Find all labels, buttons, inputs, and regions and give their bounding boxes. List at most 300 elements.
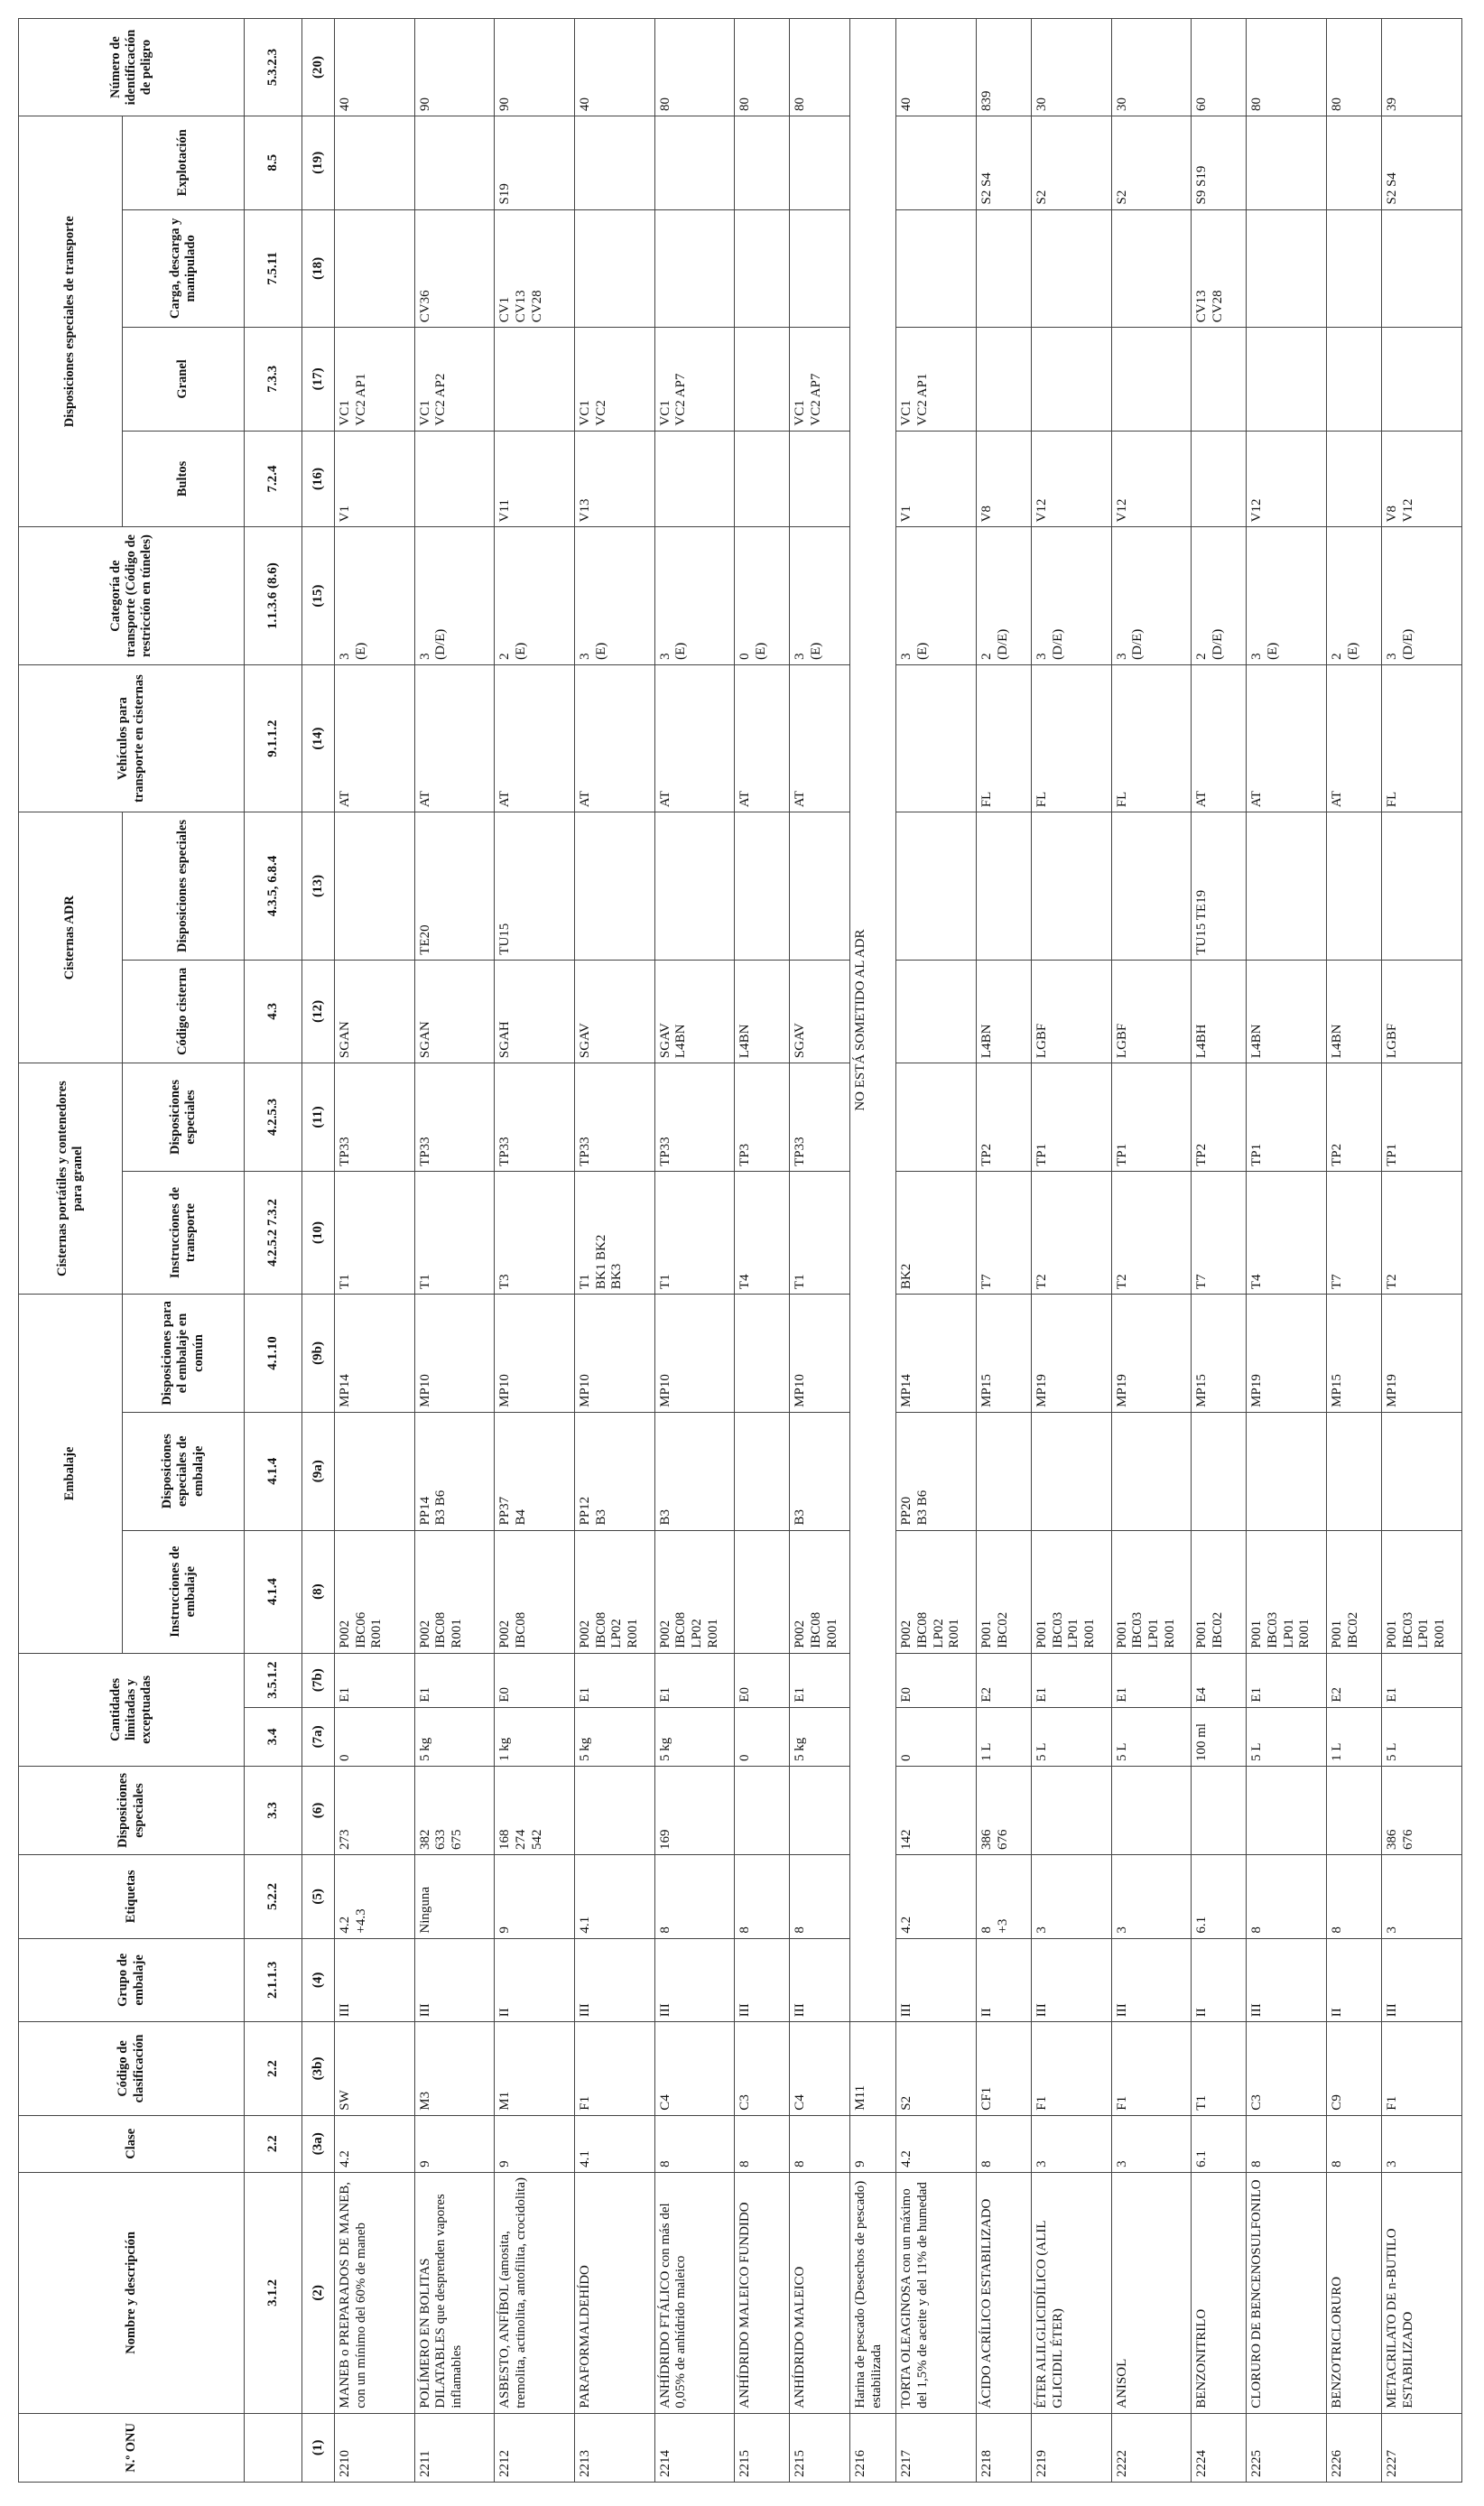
table-row — [575, 19, 655, 2483]
reference-cell: 4.1.4 — [245, 1412, 302, 1530]
header-class: Clase — [19, 2115, 245, 2172]
table-cell: 6.1 — [1192, 1855, 1247, 1939]
table-cell: 2215 — [790, 2413, 850, 2482]
table-cell: E4 — [1192, 1653, 1247, 1707]
table-cell — [1327, 431, 1382, 527]
table-cell: ANHÍDRIDO FTÁLICO con más del 0,05% de anhídrido maleico — [654, 2172, 735, 2413]
table-cell: 90 — [495, 19, 575, 116]
table-row — [1327, 19, 1382, 2483]
table-cell: TP2 — [1327, 1063, 1382, 1172]
table-cell: METACRILATO DE n-BUTILO ESTABILIZADO — [1382, 2172, 1462, 2413]
table-cell: C9 — [1327, 2022, 1382, 2115]
table-cell — [1111, 328, 1192, 431]
reference-cell: 4.2.5.3 — [245, 1063, 302, 1172]
table-cell: MP14 — [334, 1295, 414, 1413]
table-cell: TP1 — [1247, 1063, 1327, 1172]
table-cell: 4.1 — [575, 1855, 655, 1939]
table-cell: 3 — [1382, 2115, 1462, 2172]
table-cell: 3 — [1031, 2115, 1111, 2172]
table-cell: AT — [334, 664, 414, 812]
table-cell: SGAV L4BN — [654, 960, 735, 1063]
table-cell — [575, 209, 655, 328]
table-cell: 3 (E) — [654, 527, 735, 665]
table-cell: 8 — [735, 2115, 790, 2172]
table-row — [850, 19, 896, 2483]
table-cell: 40 — [896, 19, 977, 116]
table-cell: III — [334, 1938, 414, 2022]
table-cell — [976, 209, 1031, 328]
column-number-cell: (17) — [302, 328, 334, 431]
table-cell: E1 — [1382, 1653, 1462, 1707]
table-cell: E1 — [790, 1653, 850, 1707]
table-cell: III — [896, 1938, 977, 2022]
table-row — [1111, 19, 1192, 2483]
table-cell: C4 — [654, 2022, 735, 2115]
header-special-transport: Disposiciones especiales de transporte — [19, 116, 123, 527]
table-cell: V12 — [1031, 431, 1111, 527]
table-cell: T1 — [1192, 2022, 1247, 2115]
table-cell — [1247, 328, 1327, 431]
table-cell: T7 — [976, 1171, 1031, 1294]
table-cell — [1031, 328, 1111, 431]
table-cell: VC1 VC2 AP1 — [896, 328, 977, 431]
table-cell: BENZOTRICLORURO — [1327, 2172, 1382, 2413]
table-cell: 80 — [654, 19, 735, 116]
table-cell: 2 (D/E) — [976, 527, 1031, 665]
table-cell: 3 — [1111, 2115, 1192, 2172]
table-cell: CF1 — [976, 2022, 1031, 2115]
reference-cell: 3.4 — [245, 1707, 302, 1766]
table-cell: E0 — [735, 1653, 790, 1707]
table-cell: III — [1031, 1938, 1111, 2022]
table-cell: F1 — [1382, 2022, 1462, 2115]
table-cell: 5 kg — [575, 1707, 655, 1766]
table-cell: P002 IBC08 LP02 R001 — [575, 1530, 655, 1653]
table-cell — [575, 812, 655, 960]
table-cell: S2 S4 — [1382, 116, 1462, 209]
table-cell: 2 (E) — [1327, 527, 1382, 665]
table-cell: PP14 B3 B6 — [414, 1412, 495, 1530]
table-cell: II — [976, 1938, 1031, 2022]
table-cell: 3 — [1111, 1855, 1192, 1939]
table-cell: 30 — [1111, 19, 1192, 116]
reference-row — [245, 19, 302, 2483]
header-name: Nombre y descripción — [19, 2172, 245, 2413]
table-cell: E1 — [1031, 1653, 1111, 1707]
table-cell: 100 ml — [1192, 1707, 1247, 1766]
table-cell: 5 kg — [790, 1707, 850, 1766]
table-cell — [976, 812, 1031, 960]
table-cell: AT — [495, 664, 575, 812]
table-cell — [976, 1412, 1031, 1530]
table-cell: V1 — [896, 431, 977, 527]
header-transport-category: Categoría de transporte (Código de restricción en túneles) — [19, 527, 245, 665]
table-cell: C4 — [790, 2022, 850, 2115]
table-cell: FL — [976, 664, 1031, 812]
table-cell: 3 (E) — [575, 527, 655, 665]
table-cell: CV13 CV28 — [1192, 209, 1247, 328]
table-cell: ÁCIDO ACRÍLICO ESTABILIZADO — [976, 2172, 1031, 2413]
table-cell: T4 — [735, 1171, 790, 1294]
table-cell — [790, 209, 850, 328]
table-cell — [1111, 209, 1192, 328]
table-cell: 3 (D/E) — [1382, 527, 1462, 665]
table-cell: S19 — [495, 116, 575, 209]
table-cell — [976, 328, 1031, 431]
table-cell: 9 — [495, 1855, 575, 1939]
table-cell: C3 — [1247, 2022, 1327, 2115]
header-packaging: Embalaje — [19, 1295, 123, 1654]
table-cell — [735, 1530, 790, 1653]
table-cell — [334, 209, 414, 328]
table-cell: BENZONITRILO — [1192, 2172, 1247, 2413]
table-cell — [735, 431, 790, 527]
table-cell — [414, 116, 495, 209]
table-cell: VC1 VC2 AP2 — [414, 328, 495, 431]
table-cell: FL — [1111, 664, 1192, 812]
table-cell: C3 — [735, 2022, 790, 2115]
header-un: N.º ONU — [19, 2413, 245, 2482]
table-cell: TP33 — [575, 1063, 655, 1172]
table-cell: TE20 — [414, 812, 495, 960]
table-cell: 2219 — [1031, 2413, 1111, 2482]
table-cell: P002 IBC08 LP02 R001 — [654, 1530, 735, 1653]
table-cell — [1031, 1766, 1111, 1854]
header-limited-quantities: Cantidades limitadas y exceptuadas — [19, 1653, 245, 1766]
table-row — [334, 19, 414, 2483]
table-cell: S2 — [1031, 116, 1111, 209]
table-cell — [735, 209, 790, 328]
table-row — [896, 19, 977, 2483]
column-number-cell: (9b) — [302, 1295, 334, 1413]
table-cell: M1 — [495, 2022, 575, 2115]
table-row — [1031, 19, 1111, 2483]
table-cell — [654, 116, 735, 209]
column-number-cell: (8) — [302, 1530, 334, 1653]
table-cell: T1 — [414, 1171, 495, 1294]
table-cell: III — [1111, 1938, 1192, 2022]
header-hazard-id: Número de identificación de peligro — [19, 19, 245, 116]
table-cell — [1382, 812, 1462, 960]
table-cell — [1327, 116, 1382, 209]
table-cell: ASBESTO, ANFÍBOL (amosita, tremolita, actinolita, antofilita, crocidolita) — [495, 2172, 575, 2413]
table-cell: 3 — [1031, 1855, 1111, 1939]
table-cell: PARAFORMALDEHÍDO — [575, 2172, 655, 2413]
header-classification-code: Código de clasificación — [19, 2022, 245, 2115]
table-cell: S2 — [896, 2022, 977, 2115]
table-cell: 30 — [1031, 19, 1111, 116]
table-cell: TP3 — [735, 1063, 790, 1172]
table-cell: 2222 — [1111, 2413, 1192, 2482]
table-cell: 5 L — [1382, 1707, 1462, 1766]
table-cell: ANISOL — [1111, 2172, 1192, 2413]
table-cell — [1327, 812, 1382, 960]
table-cell: E1 — [654, 1653, 735, 1707]
table-cell: VC1 VC2 AP7 — [790, 328, 850, 431]
reference-cell: 2.1.1.3 — [245, 1938, 302, 2022]
table-cell: 8 — [790, 1855, 850, 1939]
header-operation: Explotación — [123, 116, 245, 209]
table-cell: III — [1247, 1938, 1327, 2022]
table-cell: 142 — [896, 1766, 977, 1854]
table-cell: T1 — [334, 1171, 414, 1294]
table-cell: MP19 — [1382, 1295, 1462, 1413]
table-cell: P001 IBC02 — [1192, 1530, 1247, 1653]
reference-cell: 4.1.4 — [245, 1530, 302, 1653]
table-cell — [1247, 1412, 1327, 1530]
table-cell — [1111, 1766, 1192, 1854]
table-cell: 0 — [896, 1707, 977, 1766]
table-cell: E0 — [896, 1653, 977, 1707]
reference-cell: 2.2 — [245, 2115, 302, 2172]
column-number-cell: (18) — [302, 209, 334, 328]
rotated-page — [18, 18, 1462, 2483]
table-cell: 4.2 — [334, 2115, 414, 2172]
header-mixed-packing: Disposiciones para el embalaje en común — [123, 1295, 245, 1413]
table-cell: II — [495, 1938, 575, 2022]
table-cell: Harina de pescado (Desechos de pescado) estabilizada — [850, 2172, 896, 2413]
table-cell: MP10 — [790, 1295, 850, 1413]
table-row — [735, 19, 790, 2483]
table-cell — [896, 1063, 977, 1172]
column-number-cell: (12) — [302, 960, 334, 1063]
table-cell: 8 +3 — [976, 1855, 1031, 1939]
table-cell: P001 IBC02 — [1327, 1530, 1382, 1653]
table-cell: MP15 — [976, 1295, 1031, 1413]
header-packing-group: Grupo de embalaje — [19, 1938, 245, 2022]
table-cell: 3 (D/E) — [414, 527, 495, 665]
table-cell: TP2 — [1192, 1063, 1247, 1172]
table-cell — [1327, 328, 1382, 431]
reference-cell: 3.5.1.2 — [245, 1653, 302, 1707]
table-cell: F1 — [575, 2022, 655, 2115]
header-packing-instructions: Instrucciones de embalaje — [123, 1530, 245, 1653]
table-cell: 1 L — [1327, 1707, 1382, 1766]
table-cell: P001 IBC03 LP01 R001 — [1111, 1530, 1192, 1653]
table-cell: 2227 — [1382, 2413, 1462, 2482]
table-cell: AT — [790, 664, 850, 812]
table-cell: II — [1327, 1938, 1382, 2022]
table-cell — [1111, 1412, 1192, 1530]
table-cell: 39 — [1382, 19, 1462, 116]
table-cell: LGBF — [1382, 960, 1462, 1063]
table-cell: MP19 — [1031, 1295, 1111, 1413]
table-cell: 80 — [1247, 19, 1327, 116]
table-cell — [1327, 209, 1382, 328]
table-cell: TP33 — [334, 1063, 414, 1172]
table-cell: 2213 — [575, 2413, 655, 2482]
reference-cell: 3.1.2 — [245, 2172, 302, 2413]
table-cell — [1031, 209, 1111, 328]
table-cell: 3 — [1382, 1855, 1462, 1939]
column-number-row — [302, 19, 334, 2483]
reference-cell: 7.5.11 — [245, 209, 302, 328]
table-cell: 4.2 — [896, 1855, 977, 1939]
table-cell: T1 — [654, 1171, 735, 1294]
table-cell: 8 — [654, 1855, 735, 1939]
table-cell: 3 (E) — [896, 527, 977, 665]
table-cell: T1 BK1 BK2 BK3 — [575, 1171, 655, 1294]
table-cell: V13 — [575, 431, 655, 527]
table-cell: 4.2 +4.3 — [334, 1855, 414, 1939]
table-cell: L4BN — [735, 960, 790, 1063]
table-cell: M3 — [414, 2022, 495, 2115]
table-cell: S2 S4 — [976, 116, 1031, 209]
table-cell — [575, 1766, 655, 1854]
table-cell: T2 — [1031, 1171, 1111, 1294]
table-cell: P001 IBC02 — [976, 1530, 1031, 1653]
table-cell: 80 — [790, 19, 850, 116]
table-cell: 8 — [1327, 2115, 1382, 2172]
header-packages: Bultos — [123, 431, 245, 527]
table-cell — [1247, 209, 1327, 328]
table-cell: 386 676 — [976, 1766, 1031, 1854]
table-cell: 8 — [735, 1855, 790, 1939]
table-cell: 1 kg — [495, 1707, 575, 1766]
table-cell: 9 — [850, 2115, 896, 2172]
table-cell: TU15 TE19 — [1192, 812, 1247, 960]
header-portable-special: Disposiciones especiales — [123, 1063, 245, 1172]
table-cell: T2 — [1111, 1171, 1192, 1294]
table-cell: III — [414, 1938, 495, 2022]
table-cell — [1192, 1412, 1247, 1530]
table-cell — [896, 960, 977, 1063]
table-cell: F1 — [1111, 2022, 1192, 2115]
table-cell: MP15 — [1327, 1295, 1382, 1413]
header-transport-instructions: Instrucciones de transporte — [123, 1171, 245, 1294]
table-cell: 2225 — [1247, 2413, 1327, 2482]
table-cell: ANHÍDRIDO MALEICO — [790, 2172, 850, 2413]
table-cell: 0 — [735, 1707, 790, 1766]
table-cell: T3 — [495, 1171, 575, 1294]
column-number-cell: (7b) — [302, 1653, 334, 1707]
table-cell — [334, 1412, 414, 1530]
column-number-cell: (9a) — [302, 1412, 334, 1530]
table-cell — [896, 116, 977, 209]
table-cell: III — [1382, 1938, 1462, 2022]
table-cell: TORTA OLEAGINOSA con un máximo del 1,5% de aceite y del 11% de humedad — [896, 2172, 977, 2413]
table-cell: 0 (E) — [735, 527, 790, 665]
table-cell: 3 (D/E) — [1111, 527, 1192, 665]
table-cell: T7 — [1327, 1171, 1382, 1294]
table-cell: TU15 — [495, 812, 575, 960]
table-cell: MP10 — [495, 1295, 575, 1413]
table-cell: E1 — [1247, 1653, 1327, 1707]
table-cell: LGBF — [1111, 960, 1192, 1063]
table-cell: SGAV — [790, 960, 850, 1063]
table-cell: SW — [334, 2022, 414, 2115]
table-cell: SGAV — [575, 960, 655, 1063]
table-cell: 5 L — [1111, 1707, 1192, 1766]
not-subject-note: NO ESTÁ SOMETIDO AL ADR — [850, 19, 896, 2022]
table-cell: 2212 — [495, 2413, 575, 2482]
table-cell: F1 — [1031, 2022, 1111, 2115]
table-cell: III — [735, 1938, 790, 2022]
column-number-cell: (15) — [302, 527, 334, 665]
table-cell: MP19 — [1247, 1295, 1327, 1413]
table-cell: 382 633 675 — [414, 1766, 495, 1854]
column-number-cell: (20) — [302, 19, 334, 116]
table-cell: 386 676 — [1382, 1766, 1462, 1854]
table-cell: SGAN — [414, 960, 495, 1063]
table-cell: 80 — [1327, 19, 1382, 116]
table-cell — [654, 431, 735, 527]
table-cell: 2211 — [414, 2413, 495, 2482]
table-cell: AT — [414, 664, 495, 812]
column-number-cell: (19) — [302, 116, 334, 209]
table-cell: V8 — [976, 431, 1031, 527]
table-cell: E2 — [976, 1653, 1031, 1707]
table-cell: 169 — [654, 1766, 735, 1854]
table-cell — [735, 1295, 790, 1413]
table-cell — [334, 812, 414, 960]
table-cell: II — [1192, 1938, 1247, 2022]
table-cell: VC1 VC2 AP1 — [334, 328, 414, 431]
table-cell: V11 — [495, 431, 575, 527]
column-number-cell: (16) — [302, 431, 334, 527]
table-cell: 40 — [334, 19, 414, 116]
table-cell: MP19 — [1111, 1295, 1192, 1413]
table-cell — [896, 209, 977, 328]
table-cell — [896, 812, 977, 960]
table-cell: AT — [575, 664, 655, 812]
table-cell — [1247, 812, 1327, 960]
table-row — [1382, 19, 1462, 2483]
table-cell: 3 (E) — [790, 527, 850, 665]
table-cell: PP20 B3 B6 — [896, 1412, 977, 1530]
table-cell — [735, 328, 790, 431]
table-cell: L4BH — [1192, 960, 1247, 1063]
table-row — [414, 19, 495, 2483]
table-cell: TP33 — [790, 1063, 850, 1172]
table-cell: E1 — [334, 1653, 414, 1707]
table-cell: E1 — [414, 1653, 495, 1707]
table-cell: TP2 — [976, 1063, 1031, 1172]
reference-cell: 7.2.4 — [245, 431, 302, 527]
table-cell: S2 — [1111, 116, 1192, 209]
table-cell: BK2 — [896, 1171, 977, 1294]
table-cell: TP1 — [1111, 1063, 1192, 1172]
table-cell: VC1 VC2 AP7 — [654, 328, 735, 431]
table-cell: B3 — [790, 1412, 850, 1530]
table-cell: 8 — [1247, 1855, 1327, 1939]
table-cell — [1111, 812, 1192, 960]
table-cell: E1 — [575, 1653, 655, 1707]
table-cell — [1192, 328, 1247, 431]
reference-cell: 4.1.10 — [245, 1295, 302, 1413]
table-cell — [735, 1766, 790, 1854]
table-cell: P002 IBC08 R001 — [414, 1530, 495, 1653]
table-cell: L4BN — [1247, 960, 1327, 1063]
header-tank-vehicles: Vehículos para transporte en cisternas — [19, 664, 245, 812]
table-cell: P001 IBC03 LP01 R001 — [1031, 1530, 1111, 1653]
dangerous-goods-table — [18, 18, 1462, 2483]
table-cell — [1031, 812, 1111, 960]
table-cell: AT — [654, 664, 735, 812]
table-cell: MANEB o PREPARADOS DE MANEB, con un mínimo del 60% de maneb — [334, 2172, 414, 2413]
table-cell: 2216 — [850, 2413, 896, 2482]
table-cell: 273 — [334, 1766, 414, 1854]
table-cell: T7 — [1192, 1171, 1247, 1294]
table-cell: 8 — [1327, 1855, 1382, 1939]
table-cell: L4BN — [976, 960, 1031, 1063]
reference-cell: 1.1.3.6 (8.6) — [245, 527, 302, 665]
table-cell: FL — [1382, 664, 1462, 812]
table-cell: 2215 — [735, 2413, 790, 2482]
table-row — [790, 19, 850, 2483]
table-cell: TP33 — [654, 1063, 735, 1172]
column-number-cell: (4) — [302, 1938, 334, 2022]
